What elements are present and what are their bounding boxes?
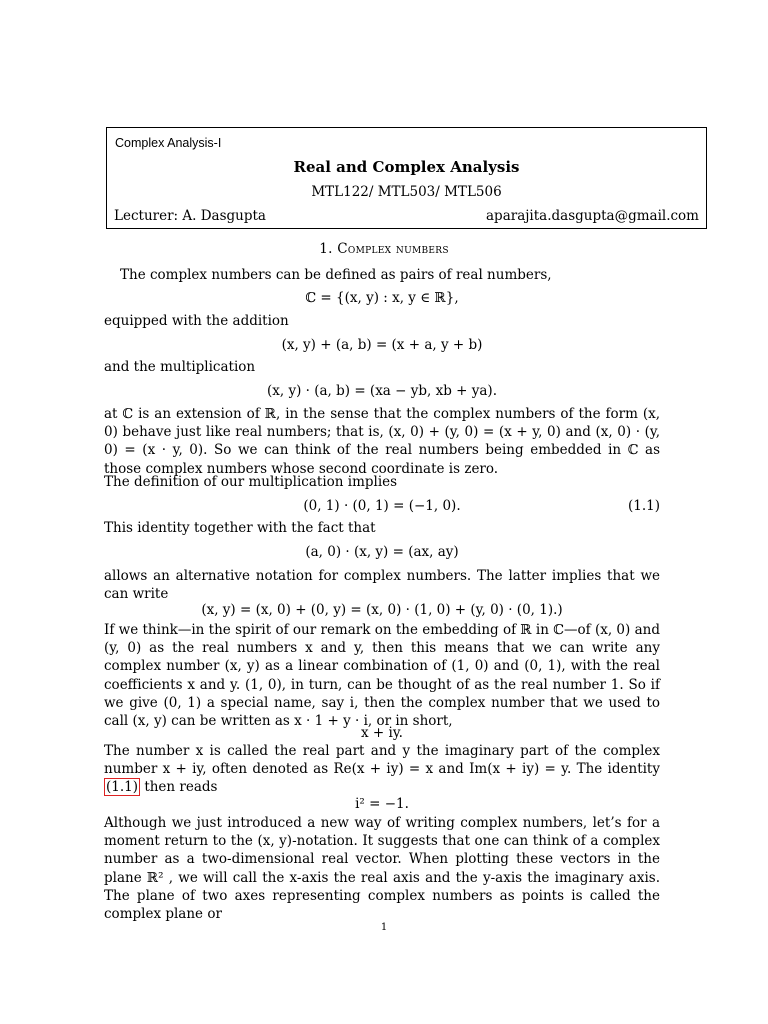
paragraph: Although we just introduced a new way of writing complex numbers, let’s for a moment return to the (x, y)-notation. It suggests that one can think of a complex number as a two-dimensional real vector. When plotting these vectors in the plane ℝ² , we will call the x-axis the real axis and the y-axis the imaginary axis. The plane of two axes representing complex numbers as points is called the complex plane or	[104, 815, 660, 923]
equation: (x, y) · (a, b) = (xa − yb, xb + ya).	[267, 383, 497, 399]
equation: ℂ = {(x, y) : x, y ∈ ℝ},	[305, 290, 459, 306]
document-title: Real and Complex Analysis	[293, 158, 520, 176]
equation: x + iy.	[361, 725, 403, 741]
lecturer-name: Lecturer: A. Dasgupta	[114, 208, 266, 224]
paragraph-text: then reads	[144, 779, 218, 796]
paragraph: allows an alternative notation for complex numbers. The latter implies that we can write	[104, 568, 660, 603]
equation-numbered	[104, 498, 660, 514]
paragraph: equipped with the addition	[104, 313, 289, 329]
page-number: 1	[380, 922, 388, 933]
lecturer-email[interactable]: aparajita.dasgupta@gmail.com	[486, 208, 699, 224]
course-codes: MTL122/ MTL503/ MTL506	[311, 184, 502, 200]
paragraph: at ℂ is an extension of ℝ, in the sense that the complex numbers of the form (x, 0) behave just like real numbers; that is, (x, 0) + (y, 0) = (x + y, 0) and (x, 0) · (y, 0) = (x · y, 0). So we can think of the real numbers being embedded in ℂ as those complex numbers whose second coordinate is zero.	[104, 406, 660, 477]
paragraph: and the multiplication	[104, 359, 256, 375]
equation: (x, y) + (a, b) = (x + a, y + b)	[281, 337, 483, 353]
section-number: 1.	[319, 241, 333, 257]
equation: (a, 0) · (x, y) = (ax, ay)	[305, 544, 459, 560]
equation-reference-link[interactable]: (1.1)	[106, 779, 139, 796]
equation: i² = −1.	[355, 796, 409, 812]
section-heading	[0, 241, 768, 257]
paragraph	[104, 742, 660, 797]
course-label: Complex Analysis-I	[115, 136, 222, 150]
paragraph: The definition of our multiplication implies	[104, 474, 398, 490]
equation: (0, 1) · (0, 1) = (−1, 0).	[303, 498, 461, 514]
equation: (x, y) = (x, 0) + (0, y) = (x, 0) · (1, 0) + (y, 0) · (0, 1).)	[201, 602, 563, 618]
paragraph: This identity together with the fact that	[104, 520, 376, 536]
section-title: Complex numbers	[337, 241, 449, 257]
paragraph: If we think—in the spirit of our remark on the embedding of ℝ in ℂ—of (x, 0) and (y, 0) as the real numbers x and y, then this means that we can write any complex number (x, y) as a linear combination of (1, 0) and (0, 1), with the real coefficients x and y. (1, 0), in turn, can be thought of as the real number 1. So if we give (0, 1) a special name, say i, then the complex number that we used to call (x, y) can be written as x · 1 + y · i, or in short,	[104, 622, 660, 730]
paragraph: The complex numbers can be defined as pairs of real numbers,	[120, 267, 552, 283]
header-box	[106, 127, 707, 229]
equation-number: (1.1)	[627, 498, 660, 514]
paragraph-text: The number x is called the real part and y the imaginary part of the complex number x + iy, often denoted as Re(x + iy) = x and Im(x + iy) = y. The identity	[104, 743, 660, 778]
